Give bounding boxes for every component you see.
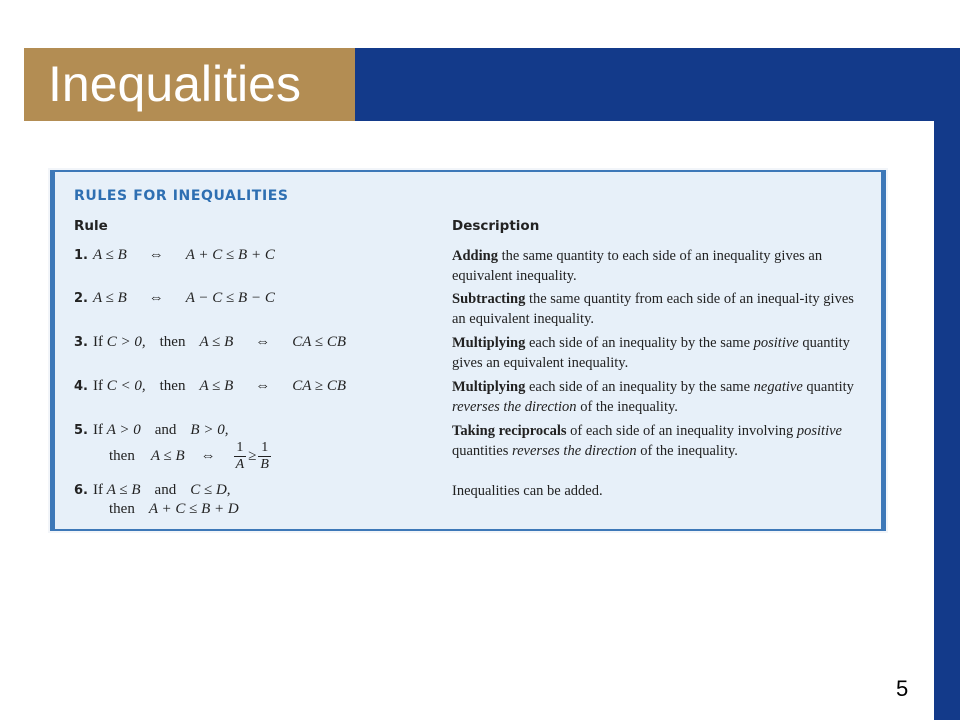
rule-conclusion: CA ≤ CB xyxy=(292,334,347,350)
desc-keyword: Multiplying xyxy=(452,335,526,351)
rule-number: 4. xyxy=(74,379,88,394)
desc-text: of the inequality. xyxy=(636,443,738,459)
desc-emphasis: reverses the direction xyxy=(452,399,577,415)
rule-4-description xyxy=(452,377,857,417)
header-bar xyxy=(355,48,960,121)
fraction-numerator: 1 xyxy=(258,440,271,457)
rule-condition: B > 0, xyxy=(190,422,229,438)
rule-5-line-2 xyxy=(109,440,273,473)
fraction-1-over-b xyxy=(258,440,271,473)
rule-conclusion: CA ≥ CB xyxy=(292,378,347,394)
desc-text: of each side of an inequality involving xyxy=(566,423,797,439)
desc-text: each side of an inequality by the same xyxy=(525,379,754,395)
desc-emphasis: reverses the direction xyxy=(512,443,637,459)
iff-symbol: ⇔ xyxy=(148,290,164,306)
rule-1-description xyxy=(452,246,857,286)
desc-text: the same quantity from each side of an inequal-ity gives an equivalent inequality. xyxy=(452,291,854,327)
then-word: then xyxy=(159,378,186,394)
rule-number: 5. xyxy=(74,423,88,438)
rule-5 xyxy=(74,422,269,472)
rule-5-description xyxy=(452,421,857,461)
if-word: If xyxy=(92,422,103,438)
fraction-numerator: 1 xyxy=(234,440,247,457)
rule-6-description: Inequalities can be added. xyxy=(452,483,603,499)
rule-conclusion: A + C ≤ B + C xyxy=(185,247,275,263)
rule-condition: A > 0 xyxy=(106,422,141,438)
fraction-1-over-a xyxy=(234,440,247,473)
desc-keyword: Taking reciprocals xyxy=(452,423,567,439)
rule-number: 2. xyxy=(74,291,88,306)
slide-title: Inequalities xyxy=(48,56,301,112)
desc-text: quantity gives an equivalent inequality. xyxy=(452,335,850,371)
fraction-denominator: B xyxy=(260,457,269,472)
title-tab xyxy=(24,48,355,121)
fraction-denominator: A xyxy=(235,457,245,472)
desc-keyword: Adding xyxy=(452,248,498,264)
and-word: and xyxy=(154,422,177,438)
then-word: then xyxy=(159,334,186,350)
desc-text: the same quantity to each side of an inequality gives an equivalent inequality. xyxy=(452,248,823,284)
rule-3 xyxy=(74,334,346,351)
desc-keyword: Multiplying xyxy=(452,379,526,395)
rule-3-description xyxy=(452,333,857,373)
rule-premise: A ≤ B xyxy=(199,334,234,350)
if-word: If xyxy=(92,378,103,394)
iff-symbol: ⇔ xyxy=(200,447,216,464)
rule-premise: A ≤ B xyxy=(92,247,127,263)
rule-6 xyxy=(74,482,239,517)
rule-column-header: Rule xyxy=(74,218,108,234)
desc-text: each side of an inequality by the same xyxy=(525,335,754,351)
and-word: and xyxy=(154,482,177,498)
rule-number: 6. xyxy=(74,483,88,498)
desc-text: quantities xyxy=(452,443,513,459)
iff-symbol: ⇔ xyxy=(255,334,271,350)
rule-4 xyxy=(74,378,346,395)
rules-box xyxy=(50,170,886,531)
rule-conclusion: A − C ≤ B − C xyxy=(185,290,275,306)
then-word: then xyxy=(109,447,135,464)
rule-1 xyxy=(74,247,275,264)
rule-condition: C < 0, xyxy=(106,378,146,394)
page-number: 5 xyxy=(896,676,909,701)
rule-number: 3. xyxy=(74,335,88,350)
if-word: If xyxy=(92,334,103,350)
if-word: If xyxy=(92,482,103,498)
rule-premise: A ≤ B xyxy=(199,378,234,394)
then-word: then xyxy=(109,501,135,517)
rule-condition: A ≤ B xyxy=(106,482,141,498)
rule-premise: A ≤ B xyxy=(92,290,127,306)
rule-6-line-2 xyxy=(109,501,239,518)
rule-2-description xyxy=(452,289,857,329)
rule-premise: A ≤ B xyxy=(150,447,185,464)
rule-condition: C ≤ D, xyxy=(190,482,231,498)
desc-emphasis: positive xyxy=(796,423,842,439)
description-column-header: Description xyxy=(452,218,540,234)
iff-symbol: ⇔ xyxy=(255,378,271,394)
desc-text: quantity xyxy=(802,379,854,395)
desc-keyword: Subtracting xyxy=(452,291,526,307)
rule-2 xyxy=(74,290,275,307)
desc-emphasis: negative xyxy=(753,379,803,395)
rule-number: 1. xyxy=(74,248,88,263)
side-bar xyxy=(934,121,960,720)
rule-condition: C > 0, xyxy=(106,334,146,350)
desc-text: of the inequality. xyxy=(576,399,678,415)
desc-emphasis: positive xyxy=(753,335,799,351)
box-title: RULES FOR INEQUALITIES xyxy=(74,188,289,204)
iff-symbol: ⇔ xyxy=(148,247,164,263)
rule-conclusion: A + C ≤ B + D xyxy=(148,501,239,517)
relation-symbol: ≥ xyxy=(248,447,257,464)
